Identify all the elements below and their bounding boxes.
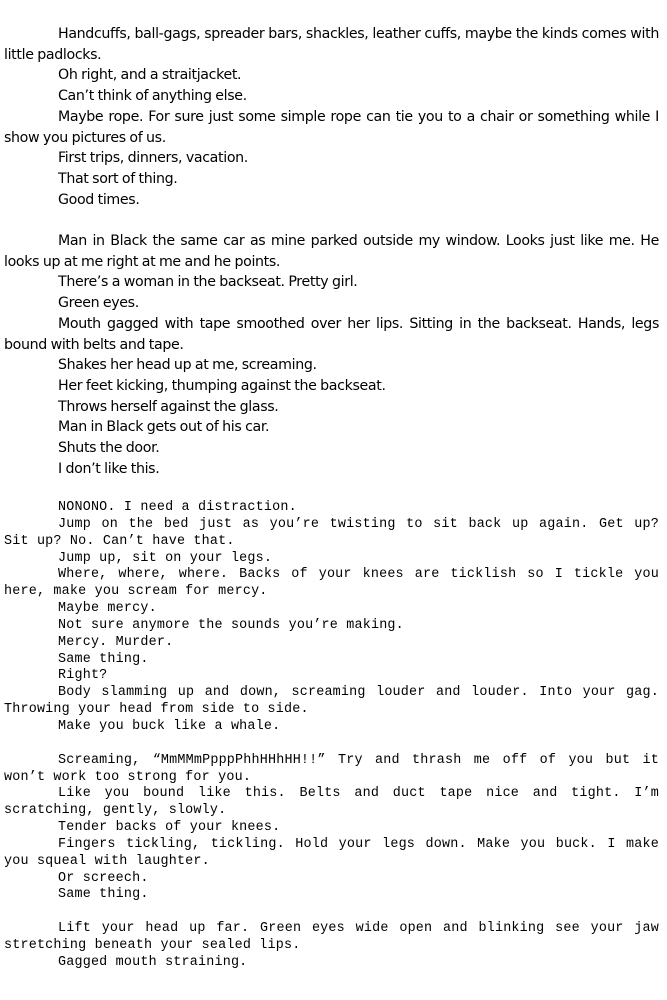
paragraph: Where, where, where. Backs of your knees are ticklish so I tickle you here, make you scream for mercy. xyxy=(4,567,659,600)
paragraph: Good times. xyxy=(58,191,140,208)
paragraph: I don’t like this. xyxy=(58,460,160,477)
paragraph: There’s a woman in the backseat. Pretty girl. xyxy=(58,274,358,291)
paragraph: NONONO. I need a distraction. xyxy=(58,500,297,515)
paragraph: Handcuffs, ball-gags, spreader bars, shackles, leather cuffs, maybe the kinds comes with little padlocks. xyxy=(4,26,659,63)
courier-font-section xyxy=(4,500,659,972)
paragraph: Mercy. Murder. xyxy=(58,634,174,650)
paragraph: Body slamming up and down, screaming louder and louder. Into your gag. Throwing your head from side to side. xyxy=(4,685,659,718)
paragraph: Maybe mercy. xyxy=(58,601,157,617)
paragraph: First trips, dinners, vacation. xyxy=(58,150,248,167)
paragraph: Gagged mouth straining. xyxy=(58,954,248,970)
paragraph: Shuts the door. xyxy=(58,440,160,457)
paragraph: Lift your head up far. Green eyes wide open and blinking see your jaw stretching beneath your sealed lips. xyxy=(4,921,659,953)
paragraph: Tender backs of your knees. xyxy=(58,820,281,836)
comic-font-section xyxy=(4,24,659,479)
paragraph: Right? xyxy=(58,668,108,684)
paragraph: Or screech. xyxy=(58,870,149,886)
paragraph: Fingers tickling, tickling. Hold your legs down. Make you buck. I make you squeal with laughter. xyxy=(4,836,659,869)
paragraph: Oh right, and a straitjacket. xyxy=(58,67,242,84)
paragraph: Maybe rope. For sure just some simple rope can tie you to a chair or something while I show you pictures of us. xyxy=(4,108,659,146)
paragraph: Her feet kicking, thumping against the backseat. xyxy=(58,377,386,394)
paragraph: Like you bound like this. Belts and duct tape nice and tight. I’m scratching, gently, slowly. xyxy=(4,786,659,819)
paragraph: Same thing. xyxy=(58,887,149,903)
paragraph: Can’t think of anything else. xyxy=(58,88,247,105)
paragraph: Mouth gagged with tape smoothed over her lips. Sitting in the backseat. Hands, legs bound with belts and tape. xyxy=(4,315,659,353)
paragraph: Throws herself against the glass. xyxy=(58,398,279,415)
paragraph: Jump up, sit on your legs. xyxy=(58,550,273,566)
paragraph: Man in Black the same car as mine parked outside my window. Looks just like me. He looks up at me right at me and he points. xyxy=(4,233,659,270)
paragraph: Shakes her head up at me, screaming. xyxy=(58,357,317,374)
blank-line xyxy=(4,904,659,921)
blank-line xyxy=(4,210,659,231)
paragraph: Not sure anymore the sounds you’re making. xyxy=(58,617,404,633)
paragraph: Jump on the bed just as you’re twisting to sit back up again. Get up? Sit up? No. Can’t have that. xyxy=(4,516,659,549)
paragraph: That sort of thing. xyxy=(58,170,178,187)
paragraph: Green eyes. xyxy=(58,295,139,312)
paragraph: Man in Black gets out of his car. xyxy=(58,419,270,436)
paragraph: Same thing. xyxy=(58,651,149,667)
paragraph: Make you buck like a whale. xyxy=(58,718,281,734)
paragraph: Screaming, “MmMMmPpppPhhHHhHH!!” Try and thrash me off of you but it won’t work too strong for you. xyxy=(4,752,659,785)
blank-line xyxy=(4,736,659,753)
